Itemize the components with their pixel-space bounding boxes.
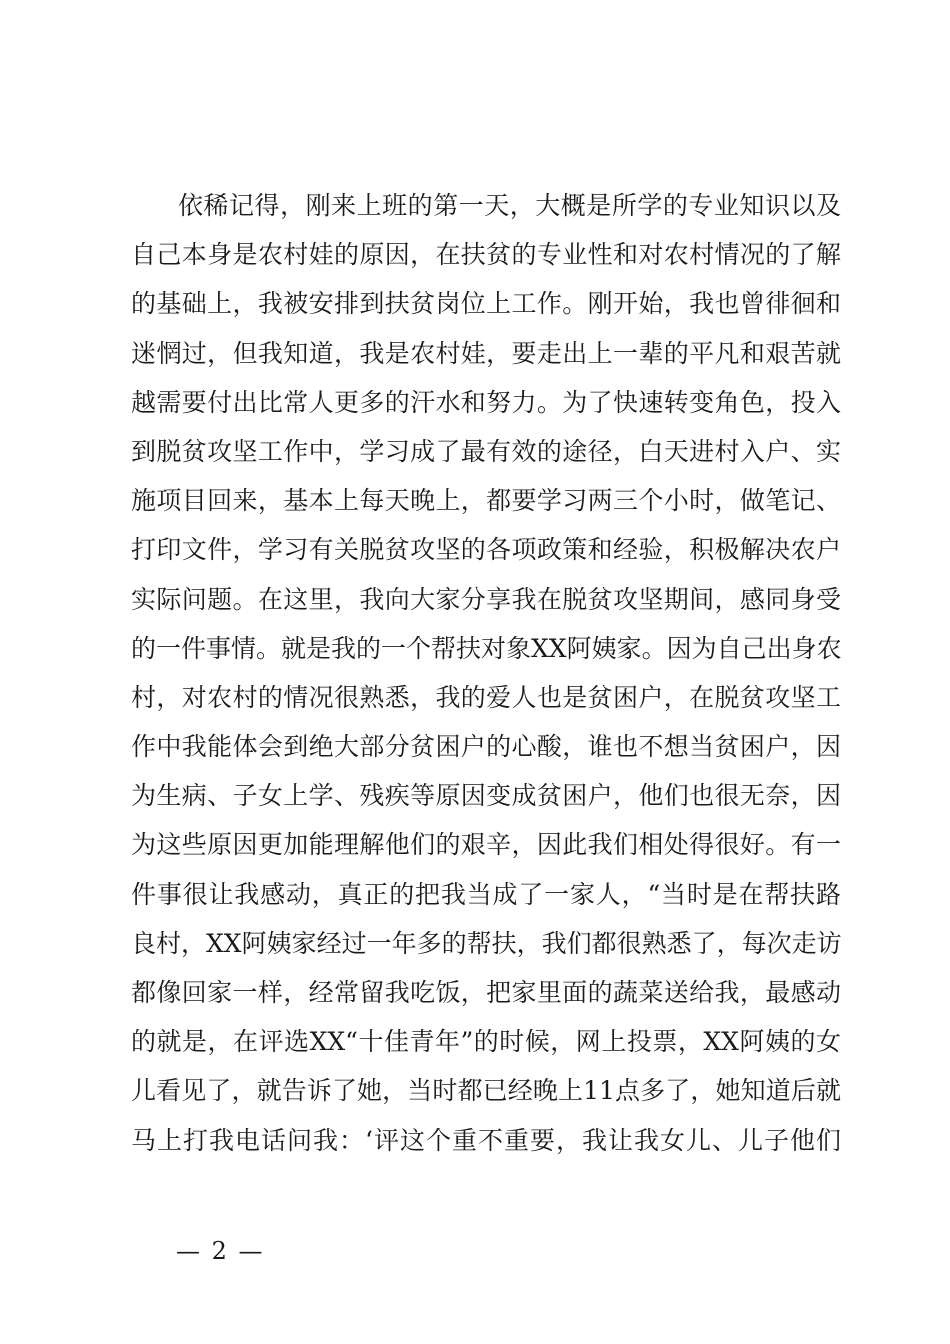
text-line: 自己本身是农村娃的原因，在扶贫的专业性和对农村情况的了解 — [131, 240, 841, 270]
page-number: — 2 — — [176, 1237, 265, 1265]
text-line: 到脱贫攻坚工作中，学习成了最有效的途径，白天进村入户、实 — [131, 436, 841, 466]
text-line: 的基础上，我被安排到扶贫岗位上工作。刚开始，我也曾徘徊和 — [131, 289, 841, 319]
text-line: 打印文件，学习有关脱贫攻坚的各项政策和经验，积极解决农户 — [131, 535, 841, 565]
text-line: 的就是，在评选XX“十佳青年”的时候，网上投票，XX阿姨的女 — [131, 1027, 841, 1057]
text-line: 越需要付出比常人更多的汗水和努力。为了快速转变角色，投入 — [131, 387, 841, 417]
text-line: 施项目回来，基本上每天晚上，都要学习两三个小时，做笔记、 — [131, 486, 841, 516]
text-line: 为这些原因更加能理解他们的艰辛，因此我们相处得很好。有一 — [131, 830, 841, 860]
text-line: 实际问题。在这里，我向大家分享我在脱贫攻坚期间，感同身受 — [131, 584, 841, 614]
text-line: 村，对农村的情况很熟悉，我的爱人也是贫困户，在脱贫攻坚工 — [131, 682, 841, 712]
text-line: 的一件事情。就是我的一个帮扶对象XX阿姨家。因为自己出身农 — [131, 633, 842, 663]
text-line: 件事很让我感动，真正的把我当成了一家人，“当时是在帮扶路 — [131, 879, 841, 909]
text-line: 儿看见了，就告诉了她，当时都已经晚上11点多了，她知道后就 — [131, 1076, 841, 1106]
text-line: 都像回家一样，经常留我吃饭，把家里面的蔬菜送给我，最感动 — [131, 978, 841, 1007]
text-line: 为生病、子女上学、残疾等原因变成贫困户，他们也很无奈，因 — [131, 781, 841, 811]
text-line: 良村，XX阿姨家经过一年多的帮扶，我们都很熟悉了，每次走访 — [131, 928, 842, 958]
text-line: 依稀记得，刚来上班的第一天，大概是所学的专业知识以及 — [178, 191, 841, 220]
body-paragraph — [131, 186, 841, 1170]
text-line: 迷惘过，但我知道，我是农村娃，要走出上一辈的平凡和艰苦就 — [131, 338, 841, 368]
text-line: 作中我能体会到绝大部分贫困户的心酸，谁也不想当贫困户，因 — [131, 732, 841, 762]
text-line: 马上打我电话问我：‘评这个重不重要，我让我女儿、儿子他们 — [131, 1125, 841, 1155]
